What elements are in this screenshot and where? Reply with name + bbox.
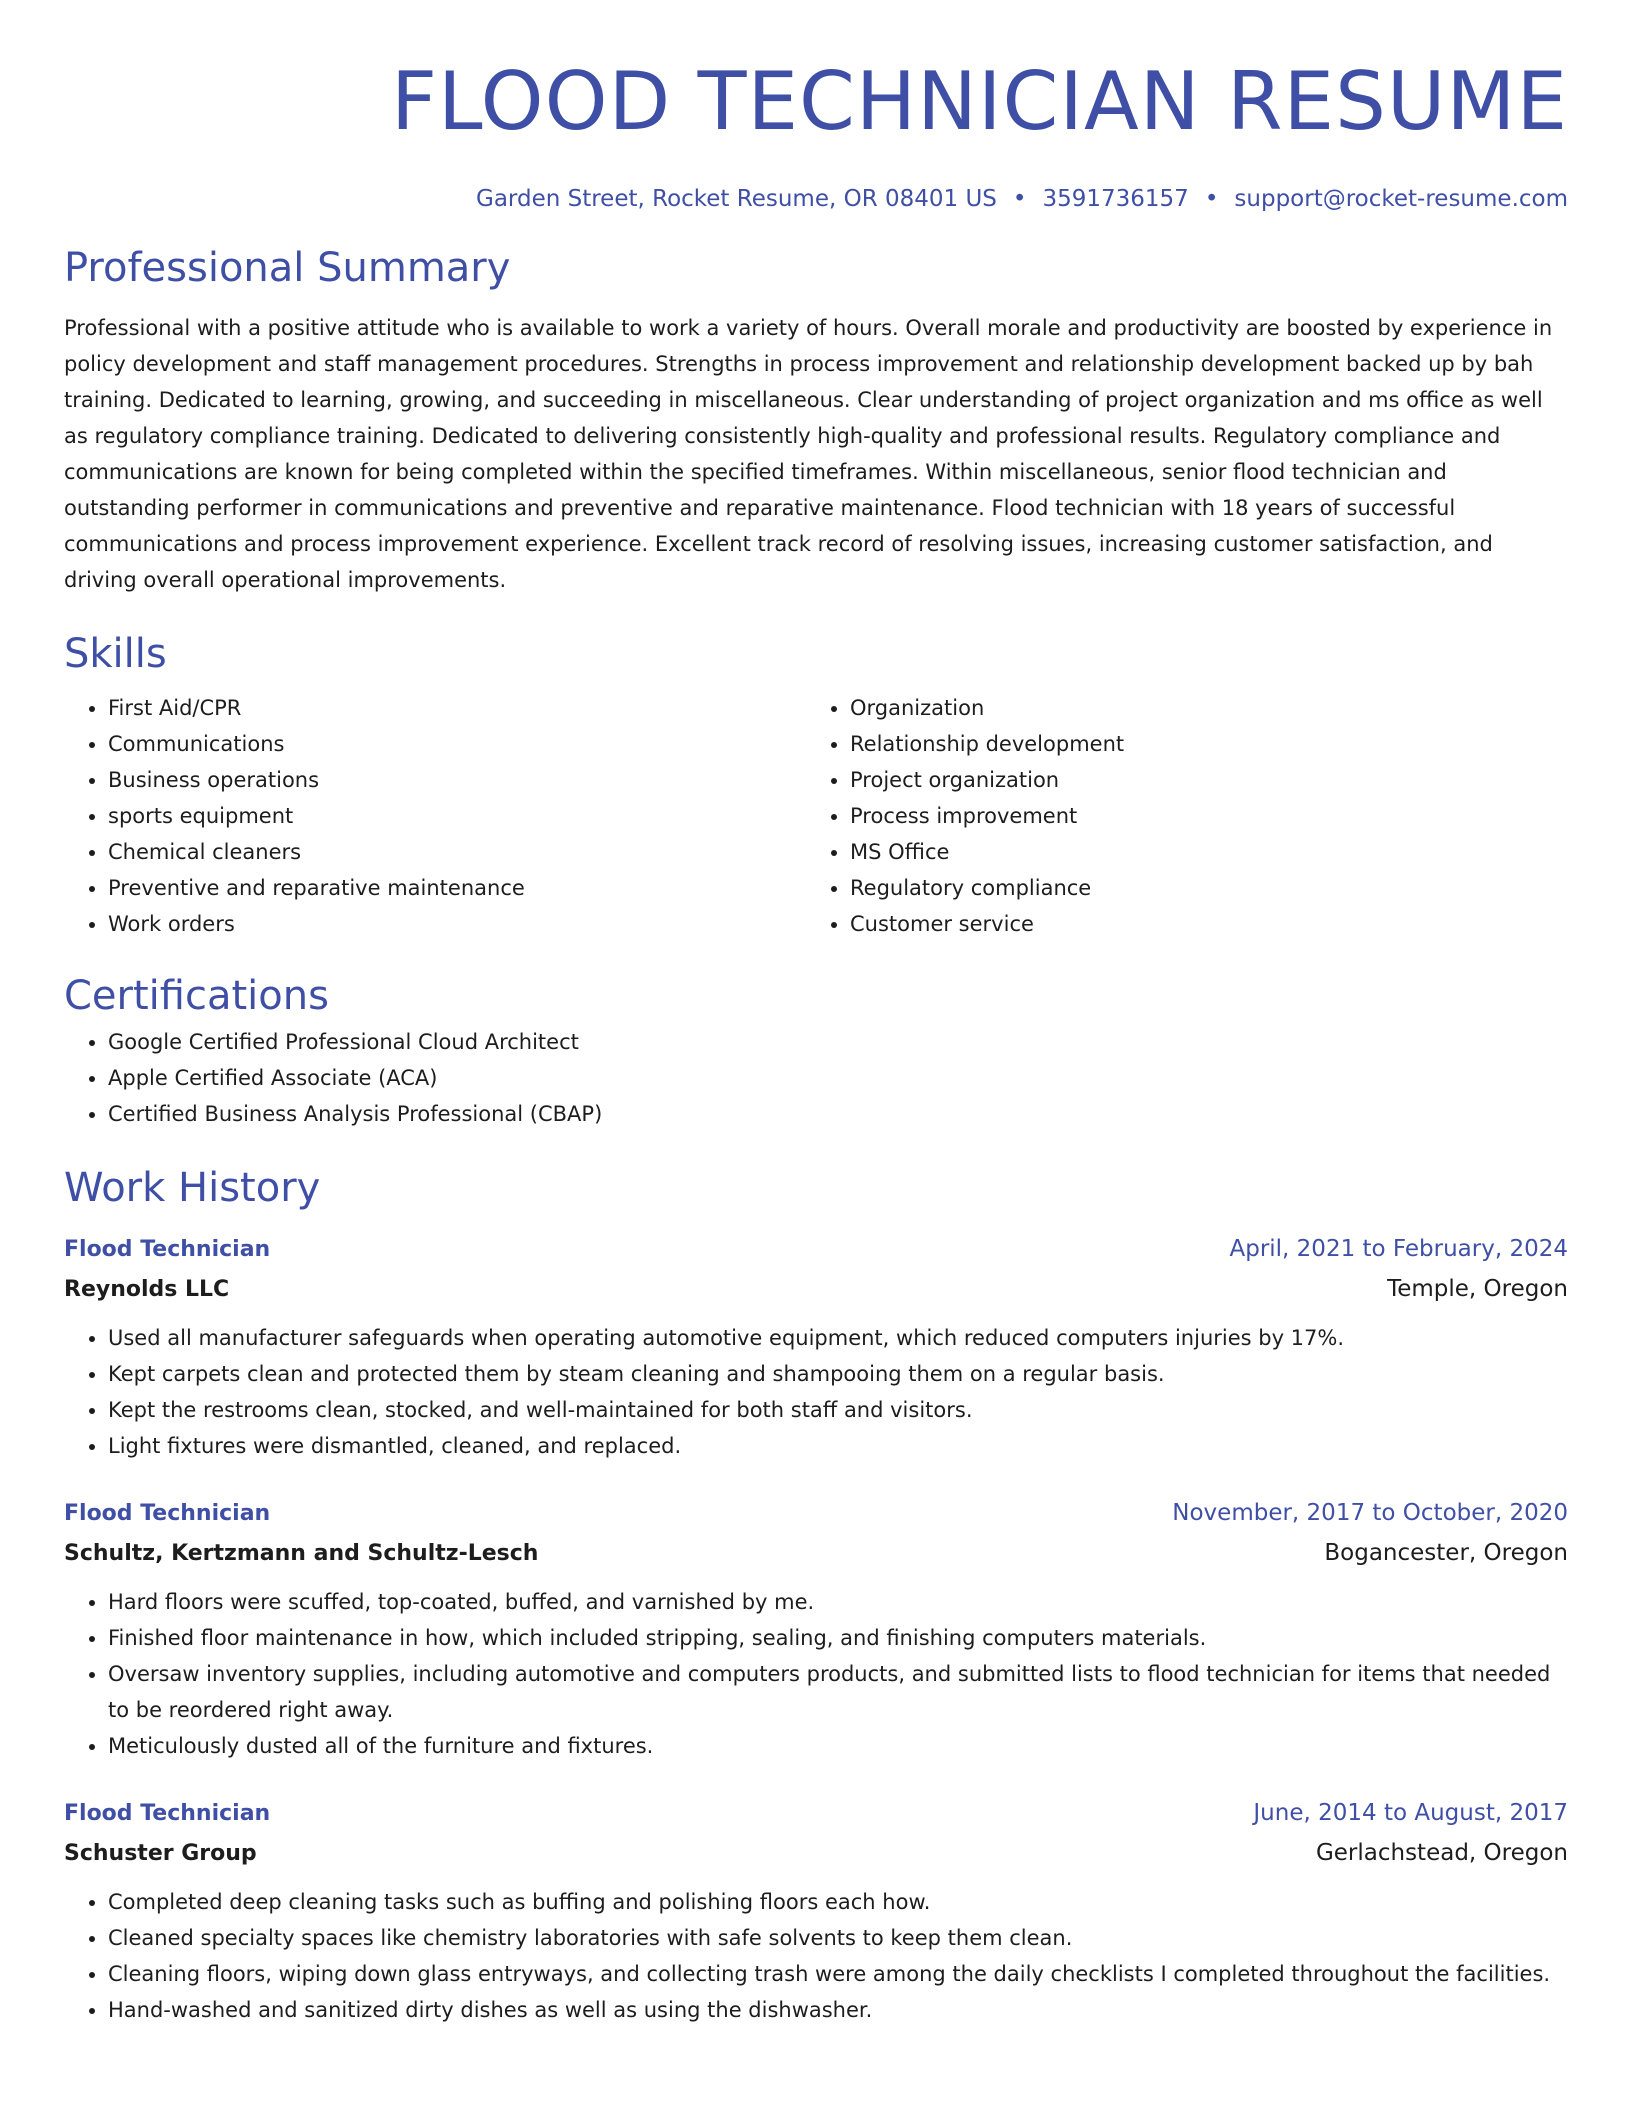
skills-column-right <box>806 690 1548 942</box>
skills-list <box>64 690 1568 942</box>
job-duty-item: • Oversaw inventory supplies, including automotive and computers products, and submitted lists to flood technician for items that needed to be reordered right away. <box>108 1656 1568 1728</box>
job-duty-item: • Completed deep cleaning tasks such as buffing and polishing floors each how. <box>108 1884 1568 1920</box>
job-subheader <box>64 1833 1568 1874</box>
job-entry <box>64 1230 1568 1464</box>
job-duty-item: • Cleaning floors, wiping down glass entryways, and collecting trash were among the daily checklists I completed throughout the facilities. <box>108 1956 1568 1992</box>
contact-line <box>64 182 1568 216</box>
job-company: Reynolds LLC <box>64 1277 230 1302</box>
job-entry <box>64 1794 1568 2028</box>
job-duty-item: • Hard floors were scuffed, top-coated, buffed, and varnished by me. <box>108 1584 1568 1620</box>
job-title: Flood Technician <box>64 1801 271 1826</box>
job-header <box>64 1494 1568 1533</box>
skill-item: • Work orders <box>108 906 806 942</box>
job-header <box>64 1230 1568 1269</box>
job-company: Schultz, Kertzmann and Schultz-Lesch <box>64 1541 539 1566</box>
skill-item: • Organization <box>850 690 1548 726</box>
job-subheader <box>64 1269 1568 1310</box>
skill-item: • First Aid/CPR <box>108 690 806 726</box>
skill-item: • Process improvement <box>850 798 1548 834</box>
skill-item: • Regulatory compliance <box>850 870 1548 906</box>
job-entry <box>64 1494 1568 1764</box>
job-subheader <box>64 1533 1568 1574</box>
skill-item: • Customer service <box>850 906 1548 942</box>
job-dates: November, 2017 to October, 2020 <box>1172 1500 1568 1526</box>
job-location: Bogancester, Oregon <box>1324 1540 1568 1566</box>
certifications-list <box>64 1024 1568 1132</box>
job-duty-item: • Meticulously dusted all of the furniture and fixtures. <box>108 1728 1568 1764</box>
job-dates: June, 2014 to August, 2017 <box>1253 1800 1568 1826</box>
certifications-heading: Certifications <box>64 973 329 1019</box>
skills-column-left <box>64 690 806 942</box>
resume-title: FLOOD TECHNICIAN RESUME <box>390 55 1568 148</box>
job-duties <box>64 1884 1568 2028</box>
job-duties <box>64 1584 1568 1764</box>
contact-email[interactable]: support@rocket-resume.com <box>1234 186 1568 212</box>
job-company: Schuster Group <box>64 1841 257 1866</box>
certification-item: • Apple Certified Associate (ACA) <box>108 1060 1568 1096</box>
contact-separator: • <box>1012 186 1027 212</box>
job-duty-item: • Kept the restrooms clean, stocked, and well-maintained for both staff and visitors. <box>108 1392 1568 1428</box>
contact-separator: • <box>1204 186 1219 212</box>
contact-phone: 3591736157 <box>1042 186 1189 212</box>
skills-heading: Skills <box>64 631 167 677</box>
skill-item: • Relationship development <box>850 726 1548 762</box>
summary-heading: Professional Summary <box>64 245 511 291</box>
job-duty-item: • Hand-washed and sanitized dirty dishes as well as using the dishwasher. <box>108 1992 1568 2028</box>
job-duty-item: • Cleaned specialty spaces like chemistry laboratories with safe solvents to keep them clean. <box>108 1920 1568 1956</box>
skill-item: • Project organization <box>850 762 1548 798</box>
job-title: Flood Technician <box>64 1501 271 1526</box>
job-header <box>64 1794 1568 1833</box>
certification-item: • Certified Business Analysis Professional (CBAP) <box>108 1096 1568 1132</box>
job-title: Flood Technician <box>64 1237 271 1262</box>
skill-item: • Business operations <box>108 762 806 798</box>
job-location: Temple, Oregon <box>1387 1276 1568 1302</box>
contact-address: Garden Street, Rocket Resume, OR 08401 US <box>476 186 997 212</box>
skill-item: • Chemical cleaners <box>108 834 806 870</box>
certification-item: • Google Certified Professional Cloud Architect <box>108 1024 1568 1060</box>
job-duty-item: • Finished floor maintenance in how, which included stripping, sealing, and finishing computers materials. <box>108 1620 1568 1656</box>
job-dates: April, 2021 to February, 2024 <box>1229 1236 1568 1262</box>
job-duties <box>64 1320 1568 1464</box>
skill-item: • Communications <box>108 726 806 762</box>
job-duty-item: • Kept carpets clean and protected them by steam cleaning and shampooing them on a regular basis. <box>108 1356 1568 1392</box>
skill-item: • Preventive and reparative maintenance <box>108 870 806 906</box>
job-location: Gerlachstead, Oregon <box>1315 1840 1568 1866</box>
skill-item: • MS Office <box>850 834 1548 870</box>
work-history-heading: Work History <box>64 1165 321 1211</box>
summary-text: Professional with a positive attitude who is available to work a variety of hours. Overall morale and productivity are boosted by experience in policy development and staff management procedures. Strengths in process improvement and relationship development backed up by bah training. Dedicated to learning, growing, and succeeding in miscellaneous. Clear understanding of project organization and ms office as well as regulatory compliance training. Dedicated to delivering consistently high-quality and professional results. Regulatory compliance and communications are known for being completed within the specified timeframes. Within miscellaneous, senior flood technician and outstanding performer in communications and preventive and reparative maintenance. Flood technician with 18 years of successful communications and process improvement experience. Excellent track record of resolving issues, increasing customer satisfaction, and driving overall operational improvements. <box>64 316 1553 592</box>
job-duty-item: • Used all manufacturer safeguards when operating automotive equipment, which reduced computers injuries by 17%. <box>108 1320 1568 1356</box>
job-duty-item: • Light fixtures were dismantled, cleaned, and replaced. <box>108 1428 1568 1464</box>
skill-item: • sports equipment <box>108 798 806 834</box>
